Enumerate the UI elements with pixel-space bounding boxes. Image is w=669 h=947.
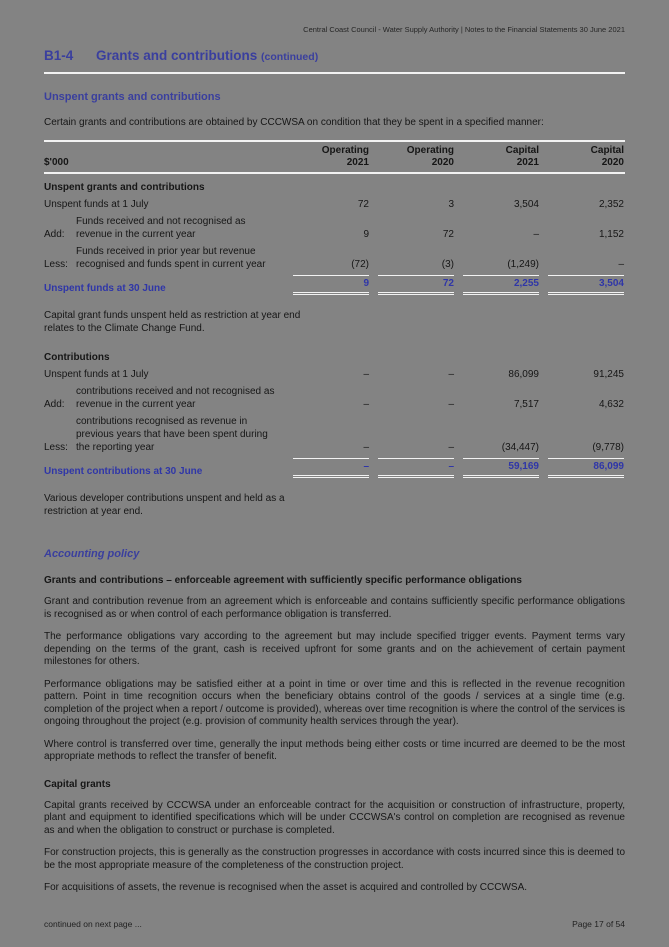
table-row (44, 196, 625, 213)
section-code: B1-4 (44, 48, 74, 63)
policy-subheading: Grants and contributions – enforceable agreement with sufficiently specific performance obligations (44, 575, 522, 586)
column-header-operating-2021: Operating 2021 (321, 145, 369, 168)
cell-value: (1,249) (507, 259, 539, 270)
footer-continued: continued on next page ... (44, 919, 142, 929)
table-row (44, 213, 625, 243)
total-value: – (378, 458, 454, 478)
grants-section-label: Unspent grants and contributions (44, 182, 205, 193)
cell-value: – (363, 442, 369, 453)
cell-value: – (448, 399, 454, 410)
cell-value: 3 (448, 199, 454, 210)
capital-grants-heading: Capital grants (44, 778, 111, 790)
table-row (44, 243, 625, 273)
cell-value: (34,447) (501, 442, 539, 453)
row-label: Unspent funds at 1 July (44, 369, 149, 380)
grants-total-row (44, 273, 625, 297)
page-title-text: Grants and contributions (96, 48, 258, 63)
table-row (44, 413, 625, 456)
column-header-capital-2020: Capital 2020 (590, 145, 624, 168)
cell-value: (72) (351, 259, 369, 270)
row-prefix: Add: (44, 399, 65, 410)
row-label: contributions received and not recognised as revenue in the current year (76, 386, 275, 410)
policy-paragraph: For construction projects, this is generally as the construction progresses in accordance with costs incurred since this is deemed to be the most appropriate measure of the completeness of the construction project. (44, 847, 625, 871)
title-divider (44, 72, 625, 74)
row-prefix: Less: (44, 259, 68, 270)
total-label: Unspent contributions at 30 June (44, 466, 203, 477)
document-header: Central Coast Council - Water Supply Authority | Notes to the Financial Statements 30 June 2021 (303, 25, 625, 34)
cell-value: 91,245 (593, 369, 624, 380)
row-label: Unspent funds at 1 July (44, 199, 149, 210)
cell-value: – (363, 399, 369, 410)
cell-value: – (448, 369, 454, 380)
cell-value: – (363, 369, 369, 380)
cell-value: 86,099 (508, 369, 539, 380)
total-value: 2,255 (463, 275, 539, 295)
cell-value: 1,152 (598, 229, 624, 240)
row-label: contributions recognised as revenue in previous years that have been spent during the reporting year (76, 416, 268, 453)
grants-contributions-table (44, 140, 625, 518)
cell-value: 4,632 (598, 399, 624, 410)
total-label: Unspent funds at 30 June (44, 283, 166, 294)
subsection-heading: Unspent grants and contributions (44, 91, 221, 103)
row-label: Funds received and not recognised as revenue in the current year (76, 216, 246, 240)
title-continued: (continued) (261, 51, 319, 63)
row-label: Funds received in prior year but revenue recognised and funds spent in current year (76, 246, 266, 270)
total-value: 9 (293, 275, 369, 295)
table-header-row (44, 140, 625, 174)
contributions-section-label: Contributions (44, 352, 110, 363)
cell-value: – (448, 442, 454, 453)
accounting-policy-heading: Accounting policy (44, 548, 140, 560)
contributions-total-row (44, 456, 625, 480)
total-value: 3,504 (548, 275, 624, 295)
page-footer (44, 919, 625, 929)
contributions-note: Various developer contributions unspent and held as a restriction at year end. (44, 493, 285, 517)
cell-value: 7,517 (513, 399, 539, 410)
cell-value: (3) (441, 259, 454, 270)
total-value: 72 (378, 275, 454, 295)
table-row (44, 383, 625, 413)
intro-paragraph: Certain grants and contributions are obtained by CCCWSA on condition that they be spent in a specified manner: (44, 117, 544, 128)
cell-value: 72 (357, 199, 369, 210)
cell-value: 3,504 (513, 199, 539, 210)
row-prefix: Add: (44, 229, 65, 240)
total-value: 86,099 (548, 458, 624, 478)
total-value: 59,169 (463, 458, 539, 478)
table-row (44, 366, 625, 383)
page-title (44, 48, 625, 63)
policy-paragraph: Grant and contribution revenue from an agreement which is enforceable and contains sufficiently specific performance obligations is recognised as or when control of each performance obligation is transferred. (44, 596, 625, 620)
column-header-operating-2020: Operating 2020 (406, 145, 454, 168)
policy-paragraph: Capital grants received by CCCWSA under an enforceable contract for the acquisition or construction of infrastructure, property, plant and equipment to identified specifications which will be under CCCWSA's control on completion are recognised as revenue as and when the obligation to construct or purchase is completed. (44, 799, 625, 836)
page-number: Page 17 of 54 (572, 919, 625, 929)
unit-label: $'000 (44, 157, 69, 168)
cell-value: 72 (442, 229, 454, 240)
cell-value: – (618, 259, 624, 270)
cell-value: 2,352 (598, 199, 624, 210)
row-prefix: Less: (44, 442, 68, 453)
policy-paragraph: Where control is transferred over time, generally the input methods being either costs or time incurred are deemed to be the most appropriate methods to reflect the transfer of benefit. (44, 738, 625, 762)
policy-paragraph: For acquisitions of assets, the revenue is recognised when the asset is acquired and controlled by CCCWSA. (44, 882, 528, 893)
column-header-capital-2021: Capital 2021 (505, 145, 539, 168)
cell-value: – (533, 229, 539, 240)
total-value: – (293, 458, 369, 478)
policy-paragraph: Performance obligations may be satisfied either at a point in time or over time and this is reflected in the revenue recognition pattern. Point in time recognition occurs when the beneficiary obtains control of the goods / services at a single time (e.g. completion of the project when a report / outcome is provided), whereas over time recognition is where the control of the services is ongoing throughout the project (e.g. provision of community health services through the year). (44, 678, 625, 727)
policy-paragraph: The performance obligations vary according to the agreement but may include specified trigger events. Payment terms vary depending on the terms of the grant, cash is received upfront for some grants and on the achievement of certain payment milestones for others. (44, 631, 625, 667)
cell-value: 9 (363, 229, 369, 240)
grants-note: Capital grant funds unspent held as restriction at year end relates to the Climate Change Fund. (44, 310, 301, 334)
cell-value: (9,778) (592, 442, 624, 453)
